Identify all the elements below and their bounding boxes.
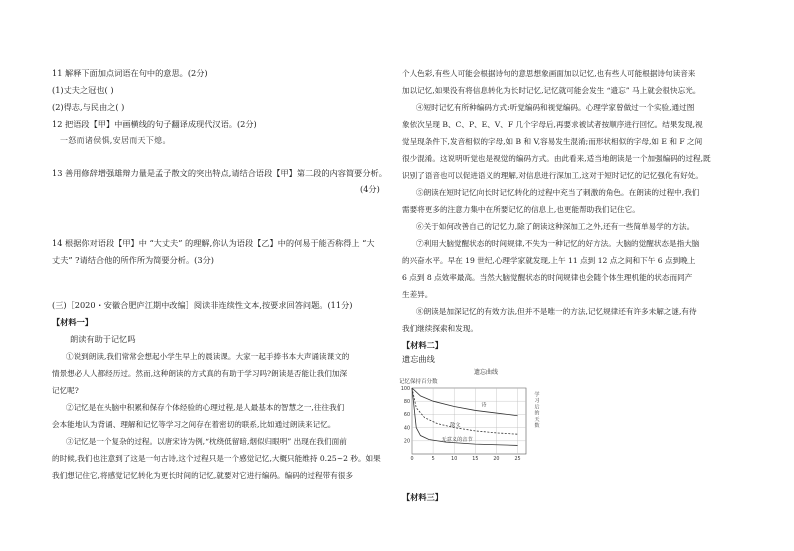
right-line-9: 需要将更多的注意力集中在所要记忆的信息上,也更能帮助我们记住它。 xyxy=(402,205,640,214)
x-tick-label: 15 xyxy=(472,457,479,462)
paragraph-1-line-2: 情景想必人人都经历过。然而,这种朗读的方式真的有助于学习吗?朗读是否能让我们加深 xyxy=(52,369,348,378)
material-1-title: 朗读有助于记忆吗 xyxy=(70,334,136,344)
paragraph-2-line-2: 会本能地认为背诵、理解和记忆等学习之间存在着密切的联系,比如通过朗读来记忆。 xyxy=(52,420,336,429)
question-13-points: (4分) xyxy=(360,184,380,194)
x-axis-label-char: 数 xyxy=(534,423,540,429)
right-line-10: ⑥关于如何改善自己的记忆力,除了朗读这种深加工之外,还有一些简单易学的方法。 xyxy=(416,222,695,231)
x-tick-label: 0 xyxy=(410,457,414,462)
paragraph-1-line-1: ①说到朗读,我们常常会想起小学生早上的晨读课。大家一起手捧书本大声诵读课文的 xyxy=(66,352,350,361)
right-line-13: 6 点到 8 点效率最高。当然大脑觉醒状态的时间规律也会随个体生理机能的状态而同产 xyxy=(402,273,693,282)
question-12-answer: 一怒而诸侯惧,安居而天下熄。 xyxy=(60,136,171,145)
question-11-item-2: (2)得志,与民由之( ) xyxy=(52,102,125,112)
series-label-2: 散文 xyxy=(450,422,461,429)
chart-y-label: 记忆保持百分数 xyxy=(399,379,438,385)
right-line-2: 加以记忆,如果没有将信息转化为长时记忆,记忆就可能会发生 “遗忘” 马上就会很快忘光。 xyxy=(402,86,701,95)
right-line-14: 生差异。 xyxy=(402,290,433,299)
right-line-6: 很少混淆。这说明听觉也是视觉的编码方式。由此看来,适当地朗读是一个加强编码的过程,既 xyxy=(402,154,711,163)
right-line-16: 我们继续探索和发现。 xyxy=(402,324,478,333)
x-tick-label: 20 xyxy=(493,457,500,462)
forgetting-curve-chart xyxy=(398,366,548,466)
question-11: 11 解释下面加点词语在句中的意思。(2分) xyxy=(52,68,208,78)
paragraph-3-line-1: ③记忆是一个复杂的过程。以唐宋诗为例,“枕绕低留暗,烟似归眼明” 出现在我们面前 xyxy=(66,437,347,446)
x-axis-label-char: 天 xyxy=(534,416,540,423)
chart-frame xyxy=(412,388,526,454)
y-tick-label: 60 xyxy=(403,413,410,419)
material-2-label: 【材料二】 xyxy=(402,340,443,350)
x-axis-label-char: 的 xyxy=(534,410,540,417)
x-tick-label: 10 xyxy=(451,457,458,462)
paragraph-2-line-1: ②记忆是在头脑中积累和保存个体经验的心理过程,是人最基本的智慧之一,往往我们 xyxy=(66,403,345,412)
material-1-label: 【材料一】 xyxy=(52,317,93,327)
series-label-3: 无意义的音节 xyxy=(441,436,473,443)
y-tick-label: 20 xyxy=(403,439,410,445)
y-tick-label: 40 xyxy=(403,426,410,432)
y-tick-label: 80 xyxy=(403,400,410,405)
material-3-label: 【材料三】 xyxy=(402,492,443,502)
right-line-3: ④短时记忆有所种编码方式:听觉编码和视觉编码。心理学家曾做过一个实验,通过图 xyxy=(416,103,695,112)
series-label-1: 诗 xyxy=(481,402,487,409)
series-line-1 xyxy=(412,388,518,416)
question-11-item-1: (1)丈夫之冠也( ) xyxy=(52,85,114,95)
curve-heading: 遗忘曲线 xyxy=(402,354,435,364)
x-axis-label-char: 学 xyxy=(534,392,540,398)
x-tick-label: 25 xyxy=(514,457,521,462)
right-line-5: 觉呈现条件下,发音相似的字母,如 B 和 V,容易发生混淆;而形状相似的字母,如 E 和 F 之间 xyxy=(402,137,703,146)
question-14-line-2: 丈夫” ?请结合他的所作所为简要分析。(3分) xyxy=(52,255,214,265)
series-line-2 xyxy=(412,388,518,434)
right-line-15: ⑧朗读是加深记忆的有效方法,但并不是唯一的方法,记忆规律还有许多未解之谜,有待 xyxy=(416,307,697,316)
right-line-11: ⑦利用大脑觉醒状态的时间规律,不失为一种记忆的好方法。大脑的觉醒状态是指大脑 xyxy=(416,239,700,248)
paragraph-3-line-2: 的时候,我们也注意到了这是一句古诗,这个过程只是一个感觉记忆,大概只能维持 0.25~2 秒。如果 xyxy=(52,454,381,463)
right-line-8: ⑤朗读在短时记忆向长时记忆转化的过程中充当了刺激的角色。在朗读的过程中,我们 xyxy=(416,188,700,197)
x-axis-label-char: 后 xyxy=(534,404,540,411)
question-12: 12 把语段【甲】中画横线的句子翻译成现代汉语。(2分) xyxy=(52,119,257,129)
question-14-line-1: 14 根据你对语段【甲】中 “大丈夫” 的理解,你认为语段【乙】中的何易于能否称得上 “大 xyxy=(52,238,375,248)
paragraph-3-line-3: 我们想记住它,将感觉记忆转化为更长时间的记忆,就要对它进行编码。编码的过程带有很多 xyxy=(52,471,353,480)
right-line-12: 的兴奋水平。早在 19 世纪,心理学家就发现,上午 11 点到 12 点之间和下午 6 点到晚上 xyxy=(402,256,696,265)
paragraph-1-line-3: 记忆呢? xyxy=(52,386,79,395)
x-tick-label: 5 xyxy=(431,457,435,462)
right-line-1: 个人色彩,有些人可能会根据诗句的意思想象画面加以记忆,也有些人可能根据诗句读音来 xyxy=(402,69,696,78)
x-axis-label-char: 习 xyxy=(534,398,540,405)
chart-title: 遗忘曲线 xyxy=(473,369,499,376)
right-line-4: 象依次呈现 B、C、P、E、V、F 几个字母后,再要求被试者按顺序进行回忆。结果发现,视 xyxy=(402,120,703,129)
y-tick-label: 100 xyxy=(400,386,410,392)
right-line-7: 识别了语音也可以促进语义的理解,对信息进行深加工,这对于短时记忆的记忆强化有好处。 xyxy=(402,171,703,180)
section-3-heading: (三)［2020・安徽合肥庐江期中改编］阅读非连续性文本,按要求回答问题。(11分) xyxy=(52,300,353,310)
question-13: 13 善用修辞增强雄辩力量是孟子散文的突出特点,请结合语段【甲】第二段的内容简要分析。 xyxy=(52,168,387,178)
